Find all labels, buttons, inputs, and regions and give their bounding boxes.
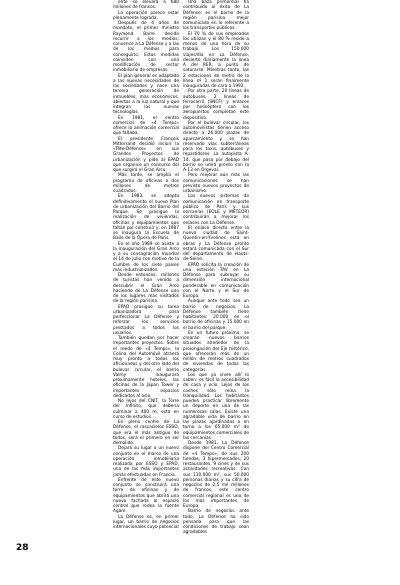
paragraph: En 1983, se adopta definitivamente el nuevo Plan de urbanización del Barrio del Parque. Se prosigue la realización de viviendas, oficinas y equipamientos que faltan por construir y, en 1987 se inaugura la Escuela de Baile de la Ópera de París. bbox=[113, 194, 179, 242]
paragraph: Desde entonces, millones de turistas han venido a descubrir el Gran Arco haciendo de La Défense uno de los lugares más visitados de la región parisina. bbox=[113, 273, 179, 305]
paragraph: Pero mejorar aún más las comunicaciones se han previsto nuevos proyectos de urbanismo. bbox=[183, 173, 249, 194]
page-number: 28 bbox=[16, 543, 29, 553]
paragraph: El plan general es adaptado a las nuevas necesidades de las sociedades y nace una tercera generación de inmuebles, más económicos, abiertos a la luz natural y que integran las nuevas tecnologías. bbox=[113, 73, 179, 116]
text-column-2 bbox=[183, 0, 249, 580]
paragraph: ente se elevará a 680 millones de francos. bbox=[113, 0, 179, 11]
paragraph: Dejará su lugar a un nuevo conjunto en el marco de una operación inmobiliaria realizada por ESSO y EPAD, una de las más importantes jamás efectuadas en Francia. bbox=[113, 446, 179, 478]
paragraph: Más tarde, se amplía el programa de oficinas a dos millones de metros cuadrados. bbox=[113, 173, 179, 194]
paragraph: El enlace directo entre la nueva ciudad de Saint-Quentin-en-Yvelines está en obras y La Défense pronto estará comunicada con el Sur del departamento de Hauts-de-Seine. bbox=[183, 225, 249, 263]
paragraph: EPAD solicita la creación de una estación TAV en La Défense para subrayar su dimensión internacional ponderable en comunicación con el Norte y el Sur de Europa. bbox=[183, 262, 249, 299]
paragraph: También quedan por hacer importantes proyectos. Sobre el reedo de «4 Temps», la Colina del Automóvil atraerá muy pronto a todos los aficionados y del otro lado del bulevar circular, el barrio Valmy inaugurará próximamente hoteles, las oficinas de la Japan Tower y importantes espacios dedicados al ocio. bbox=[113, 336, 179, 399]
paragraph: El presidente François Mitterrand decidió incluir la «Tête-Défense» en sus Grandes Proyectos de urbanización y pide al EPAD que organice un concurso del que surgirá el Gran Arco. bbox=[113, 136, 179, 173]
paragraph: Por otra parte, 20 líneas de autobuses, 2 líneas de ferrocarril (SNCF) y enlaces por helicóptero con los aeropuertos completan este dispositivo. bbox=[183, 89, 249, 121]
paragraph: En pleno centro de La Défense, el rascacielos ESSO, que era el más antiguo de todos, será el primero en ser demolido. bbox=[113, 420, 179, 446]
paragraph: En un futuro próximo, se crearán nuevos barrios situados alrededor de la prolongación del Eje histórico, que ofrecerán más de un millón de metros cuadrados de viviendas de todas las categorías. bbox=[183, 330, 249, 373]
paragraph: Por el bulevar circular, los automovilistas tienen acceso directo a 26.000 plazas de aparcamiento y se han reservado vías subterráneas para los taxis, autobuses y repartidores. La autopista A-14, que pasa por debajo del barrio se unirá pronto con la A-13 en Orgeval. bbox=[183, 120, 249, 173]
paragraph: Barrio de negocios ante todo, La Défense ha sido pensada para que las condiciones de trabajo sean agradables bbox=[183, 509, 249, 536]
paragraph: Desde 1981, La Défense dispone del Centro Comercial de «4 Temps», de sus 200 tiendas, 3 hipermercados, 20 restaurantes, 9 cines y de sus actividades recreativas. Con sus 110.000 m², sus 50.000 personas diarias y su cifra de negocios de 2,5 mil millones de francos, este centro comercial regional es uno de los más importantes de Europa. bbox=[183, 441, 249, 509]
text-column-1 bbox=[113, 0, 179, 580]
paragraph: No lejos del CNIT, la Torre del Infinito, que debería culminar a 400 m, está en curso de estudios. bbox=[113, 399, 179, 420]
paragraph: Los nuevos sistemas de comunicación en transporte público de París y sus cercanías (EOLE y METEOR) contribuirán a mejorar los enlaces con La Défense. bbox=[183, 194, 249, 226]
paragraph: La Défense es, en primer lugar, un barrio de negocios internacionales cuyo potencial bbox=[113, 514, 179, 530]
paragraph: En el año 1989 se asiste a la inauguración del Gran Arco y a su consagración mundial el 14 de julio con motivo de la Cumbre de los siete países más industrializados. bbox=[113, 241, 179, 273]
paragraph: Después de 4 años de mandato, el primer ministro Raymond Barre decide recurrir a los medios; convence a La Défense y a las de los medios para conseguirlo. Estas medidas coinciden con una modificación de sector inmobiliario de empresas. bbox=[113, 21, 179, 74]
paragraph: Aunque ante todo sea un barrio de negocios, La Défense también tiene habitantes: 20.000 en el barrio de oficinas y 15.000 en el barrio del parque. bbox=[183, 299, 249, 331]
paragraph: El 70 % de sus empleados los utilizan y el 80 % reside a menos de una hora de su trabajo. Los 150.000 viajes/día en La Défense, desierto diariamente la línea A del RER, a punto de saturarse. Mientras tanto, las 2 estaciones de metro de la línea nº 1 serán finalmente inauguradas de cara a 1992. bbox=[183, 31, 249, 89]
paragraph: En 1981, el centro comercial de «4 Temps» ofrece la animación comercial que faltaba. bbox=[113, 115, 179, 137]
paragraph: Enfrente de este nuevo conjunto se construirá una torre de oficinas y de equipamientos que abrirá una nueva fachada al espacio central que rodea la fuente Agam. bbox=[113, 477, 179, 515]
paragraph: La operación parece estar plenamente lograda. bbox=[113, 10, 179, 21]
paragraph: Una baza primordial ha contribuido al éxito de La Défense: es el barrio de la región parisina mejor comunicado en lo referente a los transportes públicos. bbox=[183, 0, 249, 32]
paragraph: Los que ya viven allí lo saben: es fácil la accesibilidad de casa y ocio. Lejos de los coches sólo reina la tranquilidad. Los habitantes pueden practicar libremente un deporte en una de las numerosas salas. Existe una agradable vida de barrio en las plazas ajardinadas o en torno a los 65.000 m² de equipamientos comerciales de las cercanías. bbox=[183, 372, 249, 441]
paragraph: EPAD prosigue su tarea urbanizadora para perfeccionar La Défense y reforzar los servicios prestados a todos los usuarios. bbox=[113, 304, 179, 336]
